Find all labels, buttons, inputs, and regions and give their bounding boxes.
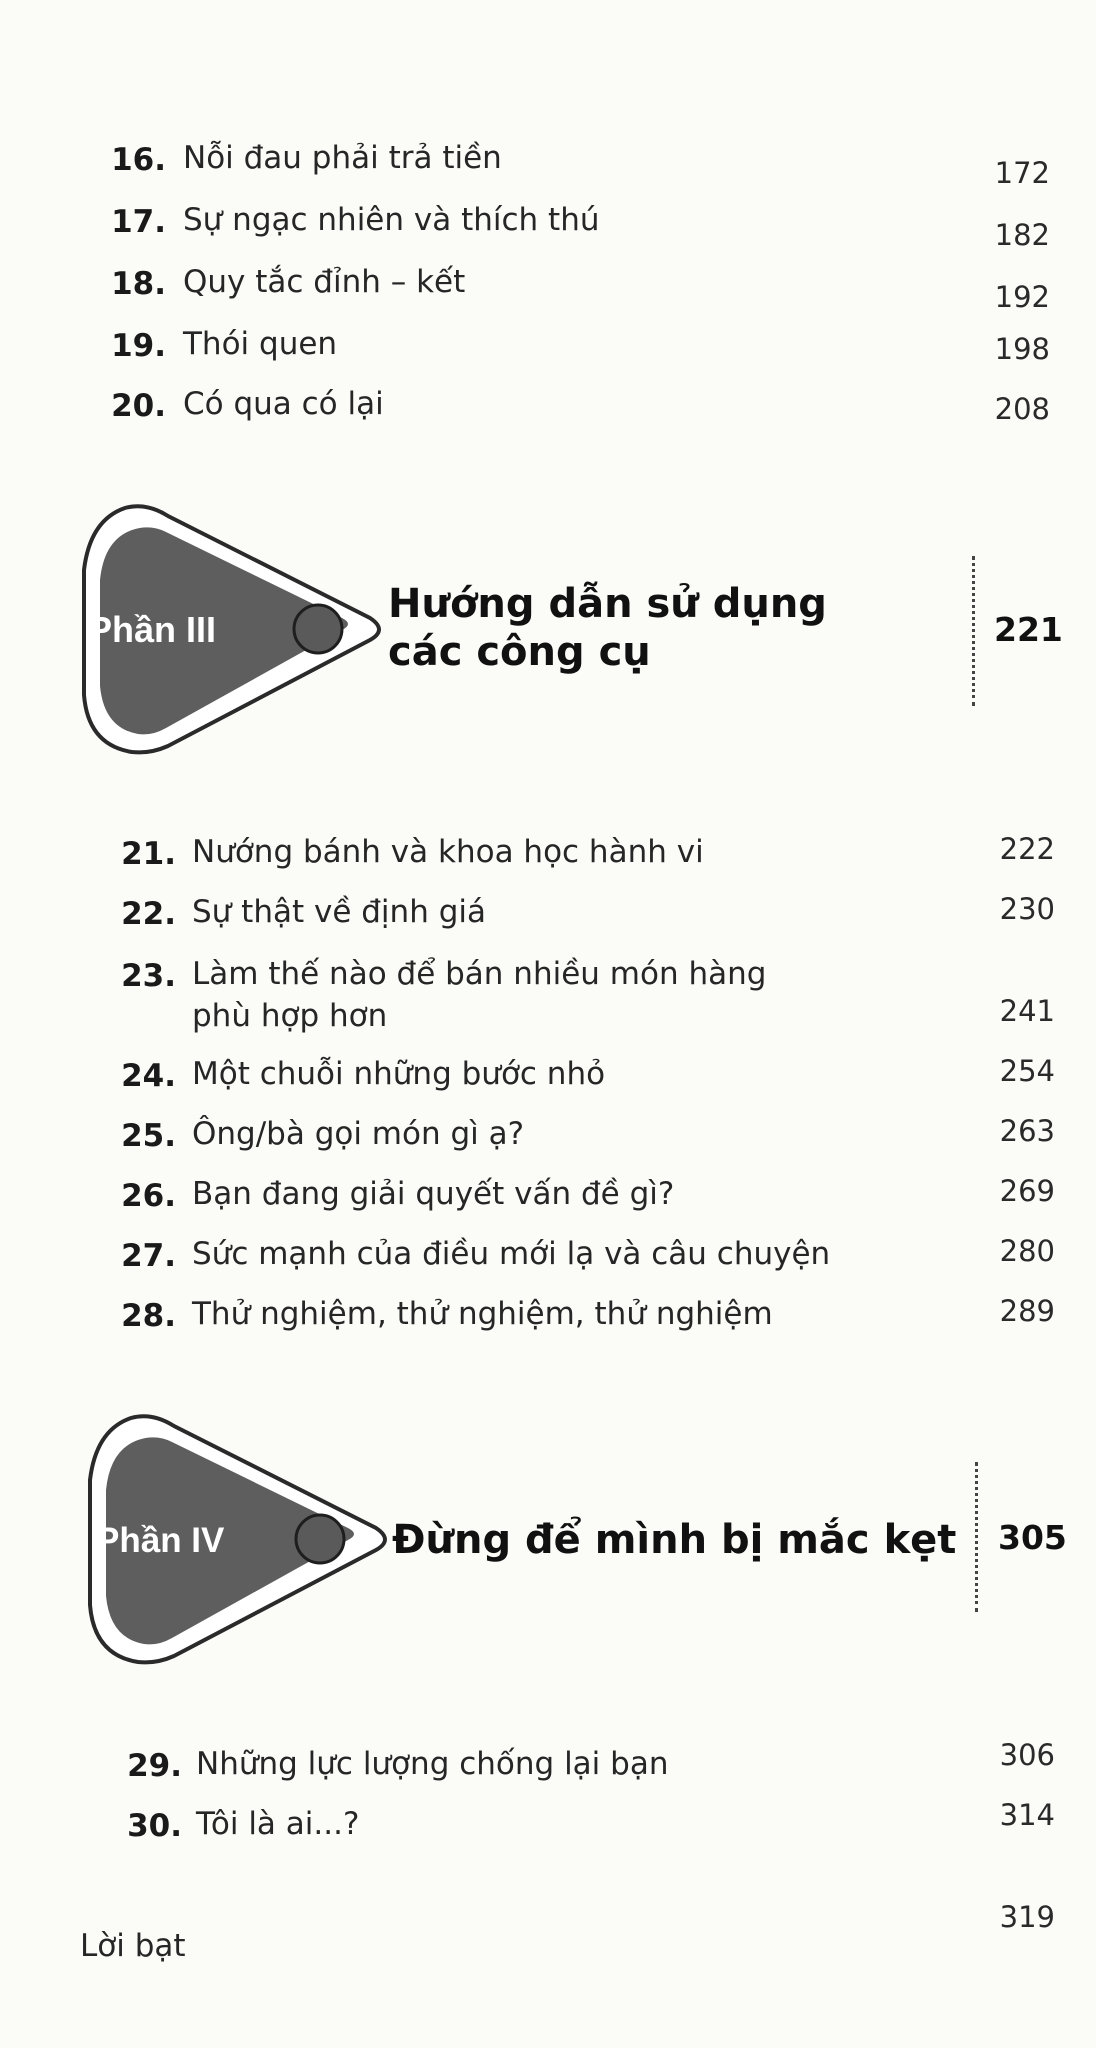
toc-entry-number: 17. — [111, 204, 166, 240]
toc-entry-30[interactable] — [0, 1798, 1096, 1854]
part-4-badge — [76, 1400, 436, 1680]
toc-entry-title: Một chuỗi những bước nhỏ — [192, 1056, 606, 1092]
toc-entry-title: Những lực lượng chống lại bạn — [196, 1746, 669, 1782]
toc-entry-number: 16. — [111, 142, 166, 178]
toc-entry-27[interactable] — [0, 1234, 1096, 1284]
toc-entry-21[interactable] — [0, 832, 1096, 882]
toc-entry-page: 269 — [999, 1174, 1055, 1208]
toc-entry-title-continued: phù hợp hơn — [192, 998, 388, 1034]
toc-entry-title: Thói quen — [183, 326, 338, 362]
toc-entry-title: Thử nghiệm, thử nghiệm, thử nghiệm — [192, 1296, 773, 1332]
toc-entry-25[interactable] — [0, 1114, 1096, 1164]
toc-entry-page: 314 — [999, 1798, 1055, 1832]
part-3-page: 221 — [994, 610, 1063, 649]
toc-entry-17[interactable] — [0, 200, 1096, 250]
toc-entry-24[interactable] — [0, 1054, 1096, 1104]
toc-entry-page: 280 — [999, 1234, 1055, 1268]
toc-entry-page: 241 — [999, 994, 1055, 1028]
toc-entry-23[interactable] — [0, 954, 1096, 1044]
afterword-page: 319 — [999, 1900, 1055, 1934]
toc-entry-number: 23. — [121, 958, 176, 994]
afterword-title: Lời bạt — [80, 1928, 186, 1964]
toc-entry-page: 182 — [994, 218, 1050, 252]
toc-entry-number: 21. — [121, 836, 176, 872]
toc-entry-28[interactable] — [0, 1294, 1096, 1344]
toc-entry-page: 198 — [994, 332, 1050, 366]
toc-entry-22[interactable] — [0, 892, 1096, 942]
toc-entry-20[interactable] — [0, 384, 1096, 434]
toc-entry-title: Làm thế nào để bán nhiều món hàng — [192, 956, 767, 992]
toc-entry-title: Nỗi đau phải trả tiền — [183, 140, 502, 176]
toc-entry-page: 289 — [999, 1294, 1055, 1328]
toc-entry-title: Có qua có lại — [183, 386, 384, 422]
toc-entry-number: 28. — [121, 1298, 176, 1334]
toc-entry-number: 29. — [127, 1748, 182, 1784]
toc-entry-19[interactable] — [0, 324, 1096, 374]
toc-entry-page: 172 — [994, 156, 1050, 190]
toc-entry-16[interactable] — [0, 138, 1096, 188]
toc-entry-title: Sức mạnh của điều mới lạ và câu chuyện — [192, 1236, 831, 1272]
part-3-badge-dot — [294, 605, 342, 653]
toc-entry-afterword[interactable] — [0, 1900, 1096, 1970]
toc-entry-page: 263 — [999, 1114, 1055, 1148]
part-3-title-line1: Hướng dẫn sử dụng — [388, 581, 827, 627]
toc-entry-29[interactable] — [0, 1738, 1096, 1794]
toc-entry-number: 24. — [121, 1058, 176, 1094]
part-4-header[interactable] — [0, 1400, 1096, 1680]
toc-entry-18[interactable] — [0, 262, 1096, 312]
toc-entry-number: 27. — [121, 1238, 176, 1274]
toc-entry-title: Ông/bà gọi món gì ạ? — [192, 1116, 525, 1152]
part-4-title: Đừng để mình bị mắc kẹt — [392, 1517, 957, 1563]
toc-entry-number: 26. — [121, 1178, 176, 1214]
part-3-label: Phần III — [88, 609, 217, 650]
toc-entry-page: 230 — [999, 892, 1055, 926]
part-3-header[interactable] — [0, 490, 1096, 770]
toc-entry-title: Bạn đang giải quyết vấn đề gì? — [192, 1176, 675, 1212]
part-4-divider — [975, 1462, 978, 1612]
toc-entry-page: 306 — [999, 1738, 1055, 1772]
toc-entry-page: 192 — [994, 280, 1050, 314]
toc-entry-number: 20. — [111, 388, 166, 424]
toc-entry-number: 18. — [111, 266, 166, 302]
part-4-page: 305 — [998, 1518, 1067, 1557]
toc-entry-title: Nướng bánh và khoa học hành vi — [192, 834, 704, 870]
part-3-divider — [972, 556, 975, 706]
toc-entry-number: 30. — [127, 1808, 182, 1844]
toc-entry-title: Quy tắc đỉnh – kết — [183, 264, 466, 300]
toc-entry-page: 208 — [994, 392, 1050, 426]
part-3-badge — [70, 490, 430, 770]
toc-entry-page: 222 — [999, 832, 1055, 866]
toc-entry-title: Tôi là ai...? — [196, 1806, 360, 1842]
toc-entry-number: 22. — [121, 896, 176, 932]
part-4-badge-dot — [296, 1515, 344, 1563]
toc-entry-number: 19. — [111, 328, 166, 364]
toc-entry-title: Sự ngạc nhiên và thích thú — [183, 202, 600, 238]
part-4-label: Phần IV — [96, 1521, 225, 1560]
toc-entry-number: 25. — [121, 1118, 176, 1154]
toc-entry-title: Sự thật về định giá — [192, 894, 486, 930]
toc-entry-page: 254 — [999, 1054, 1055, 1088]
toc-entry-26[interactable] — [0, 1174, 1096, 1224]
part-3-title-line2: các công cụ — [388, 629, 651, 675]
